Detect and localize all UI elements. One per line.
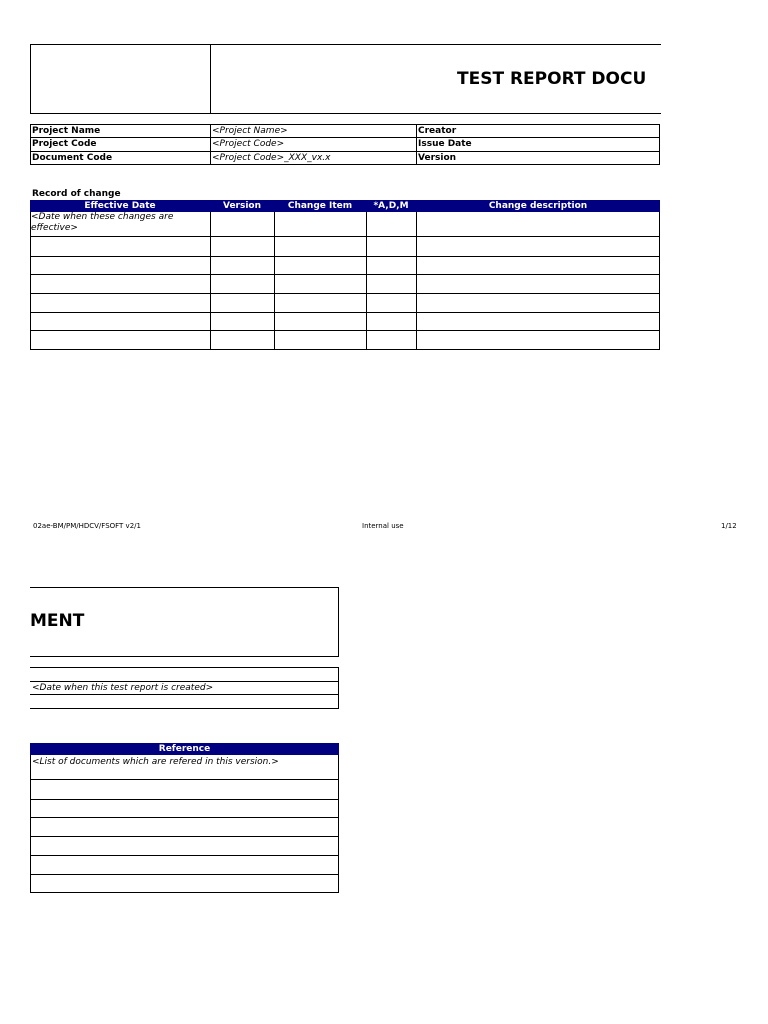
reference-row-divider [30,799,339,800]
table-row-divider [30,256,660,257]
effective-date-placeholder: <Date when these changes are effective> [31,212,174,233]
footer-classification: Internal use [362,522,404,530]
reference-row-divider [30,836,339,837]
document-code-value: <Project Code>_XXX_vx.x [212,153,331,163]
version-label: Version [418,153,457,163]
reference-row-divider [30,874,339,875]
project-name-label: Project Name [32,126,101,136]
project-code-label: Project Code [32,139,97,149]
title-block-divider [210,44,211,114]
document-title: TEST REPORT DOCU [457,69,647,89]
reference-row-divider [30,779,339,780]
table-row-divider [30,293,660,294]
project-info-row-divider [30,694,339,695]
column-header-change-item: Change Item [274,200,366,212]
project-name-value: <Project Name> [212,126,288,136]
column-header-adm: *A,D,M [366,200,416,212]
column-header-effective-date: Effective Date [30,200,210,212]
column-header-change-description: Change description [416,200,660,212]
table-row-divider [30,274,660,275]
creator-label: Creator [418,126,457,136]
issue-date-label: Issue Date [418,139,472,149]
reference-header: Reference [30,743,339,755]
record-of-change-heading: Record of change [32,189,121,199]
document-code-label: Document Code [32,153,113,163]
issue-date-value: <Date when this test report is created> [32,683,214,693]
footer-doc-code: 02ae-BM/PM/HDCV/FSOFT v2/1 [33,522,141,530]
reference-placeholder: <List of documents which are refered in this version.> [32,757,279,767]
reference-table [30,755,339,893]
table-row-divider [30,312,660,313]
table-row-divider [30,330,660,331]
reference-row-divider [30,855,339,856]
column-header-version: Version [210,200,274,212]
table-row-divider [30,236,660,237]
document-title-continued: MENT [30,611,85,631]
footer-page-number: 1/12 [721,522,737,530]
reference-row-divider [30,817,339,818]
project-code-value: <Project Code> [212,139,285,149]
